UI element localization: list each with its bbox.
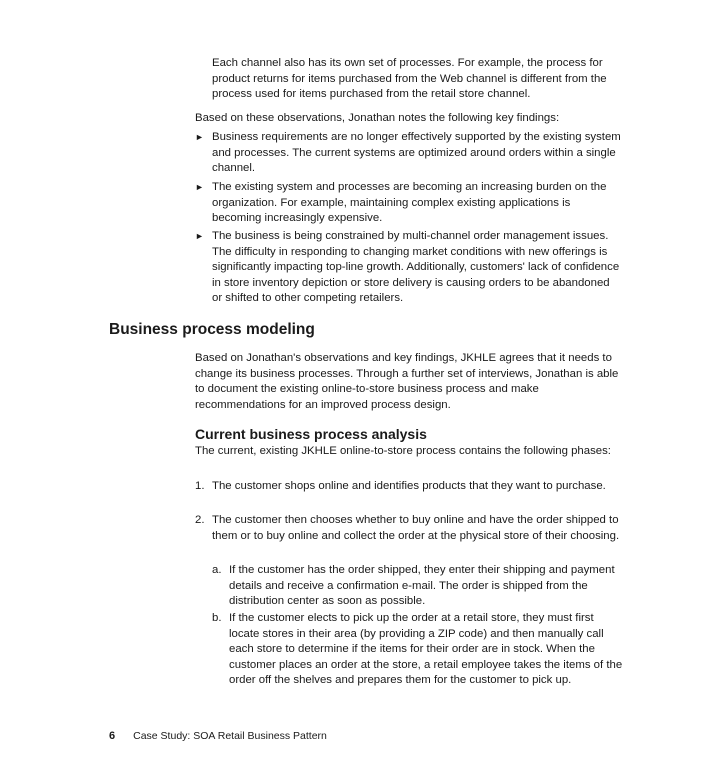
subphase-text: If the customer elects to pick up the order at a retail store, they must first locate stores in their area (by providing a ZIP code) and then manually call each store to determine if the items for their order are in stock. When the customer places an order at the store, a retail employee takes the items of the order off the shelves and prepares them for the customer to pick up.	[229, 612, 623, 687]
finding-text: Business requirements are no longer effectively supported by the existing system and processes. The current systems are optimized around orders within a single channel.	[212, 131, 621, 175]
bullet-arrow-icon: ►	[195, 182, 204, 192]
intro-paragraph: Each channel also has its own set of processes. For example, the process for product returns for items purchased from the Web channel is different from the process used for items purchased from the retail store channel.	[212, 57, 607, 101]
section-paragraph: Based on Jonathan's observations and key findings, JKHLE agrees that it needs to change its business processes. Through a further set of interviews, Jonathan is able to document the existing online-to-store business process and make recommendations for an improved process design.	[195, 352, 619, 411]
list-letter: b.	[212, 612, 222, 624]
finding-text: The business is being constrained by multi-channel order management issues. The difficulty in responding to changing market conditions with new offerings is significantly impacting top-line growth. Additionally, customers' lack of confidence in store inventory depiction or store delivery is causing orders to be abandoned or shifted to other competing retailers.	[212, 230, 620, 305]
findings-lead: Based on these observations, Jonathan notes the following key findings:	[195, 112, 560, 124]
list-number: 1.	[195, 480, 205, 492]
bullet-arrow-icon: ►	[195, 132, 204, 142]
subsection-heading: Current business process analysis	[195, 426, 427, 442]
list-letter: a.	[212, 564, 222, 576]
finding-text: The existing system and processes are becoming an increasing burden on the organization. For example, maintaining complex existing applications is becoming increasingly expensive.	[212, 181, 607, 225]
footer-title: Case Study: SOA Retail Business Pattern	[133, 730, 327, 742]
subphase-text: If the customer has the order shipped, they enter their shipping and payment details and receive a confirmation e-mail. The order is shipped from the distribution center as soon as possible.	[229, 564, 615, 608]
section-heading: Business process modeling	[109, 321, 315, 338]
phase-text: The customer shops online and identifies products that they want to purchase.	[212, 480, 606, 492]
bullet-arrow-icon: ►	[195, 231, 204, 241]
page-footer	[109, 729, 327, 743]
list-number: 2.	[195, 514, 205, 526]
page-number: 6	[109, 730, 116, 742]
phase-text: The customer then chooses whether to buy online and have the order shipped to them or to buy online and collect the order at the physical store of their choosing.	[212, 514, 620, 542]
subsection-paragraph: The current, existing JKHLE online-to-store process contains the following phases:	[195, 445, 611, 457]
